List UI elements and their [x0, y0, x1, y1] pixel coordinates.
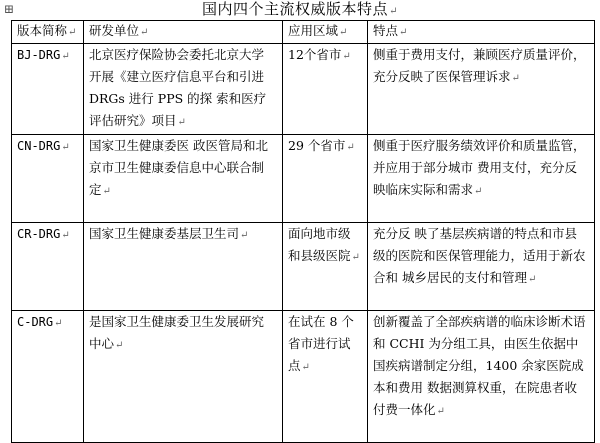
paragraph-mark-icon: ↵: [527, 274, 537, 285]
cell-features[interactable]: [368, 44, 595, 135]
region-text: 面向地市级和县级医院: [288, 226, 351, 263]
paragraph-mark-icon: ↵: [389, 6, 398, 17]
paragraph-mark-icon: ↵: [240, 230, 249, 241]
header-cell-features[interactable]: [368, 21, 595, 44]
version-name: BJ-DRG: [17, 48, 61, 62]
paragraph-mark-icon: ↵: [342, 51, 351, 62]
table-move-handle-icon[interactable]: ⊞: [4, 2, 15, 16]
header-developer-label: 研发单位: [89, 23, 140, 38]
paragraph-mark-icon: ↵: [177, 117, 186, 128]
paragraph-mark-icon: ↵: [140, 27, 149, 38]
developer-text: 国家卫生健康委医 政医管局和北京市卫生健康委信息中心联合制定: [89, 138, 268, 197]
region-text: 在试在 8 个省市进行试点: [288, 314, 354, 373]
features-text: 创新覆盖了全部疾病谱的临床诊断术语和 CCHI 为分组工具，由医生依据中国疾病谱制定分组，1400 余家医院成本和费用 数据测算权重，在院患者收付费一体化: [373, 314, 586, 417]
table-row: [12, 311, 595, 443]
drg-version-table: [11, 20, 595, 443]
cell-features[interactable]: [368, 223, 595, 311]
paragraph-mark-icon: ↵: [61, 51, 70, 62]
paragraph-mark-icon: ↵: [399, 27, 408, 38]
paragraph-mark-icon: ↵: [115, 340, 124, 351]
table-row: [12, 135, 595, 223]
page-title: [0, 0, 600, 21]
cell-developer[interactable]: [84, 44, 283, 135]
version-name: CR-DRG: [17, 227, 61, 241]
features-text: 侧重于医疗服务绩效评价和质量监管，并应用于部分城市 费用支付，充分反映临床实际和需求: [373, 138, 586, 197]
paragraph-mark-icon: ↵: [474, 186, 483, 197]
paragraph-mark-icon: ↵: [339, 27, 348, 38]
features-text: 侧重于费用支付，兼顾医疗质量评价，充分反映了医保管理诉求: [373, 47, 586, 84]
paragraph-mark-icon: ↵: [54, 318, 63, 329]
header-region-label: 应用区域: [288, 23, 339, 38]
developer-text: 是国家卫生健康委卫生发展研究中心: [89, 314, 265, 351]
developer-text: 北京医疗保险协会委托北京大学开展《建立医疗信息平台和引进 DRGs 进行 PPS 的探 索和医疗评估研究》项目: [89, 47, 267, 128]
cell-features[interactable]: [368, 311, 595, 443]
cell-region[interactable]: [283, 311, 368, 443]
cell-region[interactable]: [283, 223, 368, 311]
cell-developer[interactable]: [84, 311, 283, 443]
table-row: [12, 223, 595, 311]
paragraph-mark-icon: ↵: [102, 186, 111, 197]
table-header-row: [12, 21, 595, 44]
table-row: [12, 44, 595, 135]
paragraph-mark-icon: ↵: [61, 142, 70, 153]
header-cell-version[interactable]: [12, 21, 84, 44]
paragraph-mark-icon: ↵: [436, 406, 445, 417]
header-cell-developer[interactable]: [84, 21, 283, 44]
paragraph-mark-icon: ↵: [68, 27, 77, 38]
cell-region[interactable]: [283, 135, 368, 223]
cell-version[interactable]: [12, 135, 84, 223]
cell-version[interactable]: [12, 44, 84, 135]
paragraph-mark-icon: ↵: [351, 252, 360, 263]
version-name: CN-DRG: [17, 139, 61, 153]
features-text: 充分反 映了基层疾病谱的特点和市县级的医院和医保管理能力，适用于新农合和 城乡居民的支付和管理: [373, 226, 586, 285]
header-cell-region[interactable]: [283, 21, 368, 44]
region-text: 29 个省市: [288, 138, 346, 153]
developer-text: 国家卫生健康委基层卫生司: [89, 226, 240, 241]
header-version-label: 版本简称: [17, 23, 68, 38]
paragraph-mark-icon: ↵: [301, 362, 310, 373]
region-text: 12个省市: [288, 47, 342, 62]
cell-features[interactable]: [368, 135, 595, 223]
cell-developer[interactable]: [84, 223, 283, 311]
version-name: C-DRG: [17, 315, 54, 329]
paragraph-mark-icon: ↵: [346, 142, 355, 153]
cell-version[interactable]: [12, 223, 84, 311]
cell-version[interactable]: [12, 311, 84, 443]
paragraph-mark-icon: ↵: [511, 73, 520, 84]
page-title-text: 国内四个主流权威版本特点: [202, 0, 389, 18]
cell-developer[interactable]: [84, 135, 283, 223]
header-features-label: 特点: [373, 23, 399, 38]
paragraph-mark-icon: ↵: [61, 230, 70, 241]
cell-region[interactable]: [283, 44, 368, 135]
